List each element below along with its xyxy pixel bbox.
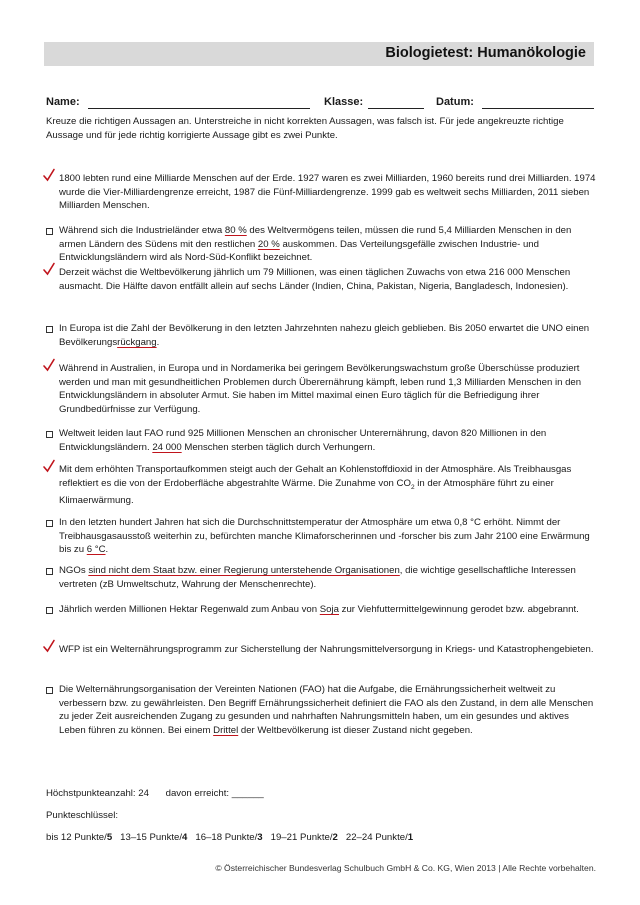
statement-text-part: Die Welternährungsorganisation der Vereinten Nationen (FAO) hat die Aufgabe, die Ernährungssicherheit weltweit zu verbessern bzw. zu gewährleisten. Den Begriff Ernährungssicherheit definiert die FAO als den Zustand, in dem alle Menschen zu jeder Zeit ausreichenden Zugang zu gesunden und nahrhaften Nahrungsmitteln haben, um ein gesundes und aktives Leben führen zu können. Bei einem	[59, 684, 594, 736]
checkbox-square[interactable]	[46, 607, 53, 614]
title-bar	[44, 42, 594, 66]
statement-text-part: Jährlich werden Millionen Hektar Regenwald zum Anbau von	[59, 604, 320, 615]
statement-checkbox[interactable]	[46, 322, 56, 338]
checkbox-square[interactable]	[46, 326, 53, 333]
statement-text-part: .	[156, 336, 160, 348]
name-field[interactable]	[88, 108, 310, 109]
checkmark-icon	[42, 639, 56, 653]
statement-text-part: NGOs	[59, 565, 89, 576]
statement-checkbox[interactable]	[46, 516, 56, 532]
date-label: Datum:	[436, 96, 474, 108]
statement-text-part: Weltweit leiden laut FAO rund 925 Millionen Menschen an chronischer Unterernährung, davon 820 Millionen in den Entwicklungsländern.	[59, 428, 547, 453]
statement-text-part: des Weltvermögens teilen, müssen die rund 5,4 Milliarden Menschen in den armen Ländern des Südens mit den restlichen	[59, 225, 572, 250]
checkmark-icon	[42, 459, 56, 473]
copyright-notice: © Österreichischer Bundesverlag Schulbuch GmbH & Co. KG, Wien 2013 | Alle Rechte vorbehalten.	[215, 863, 596, 873]
correction-underline: sind nicht dem Staat bzw. einer Regierung unterstehende Organisationen	[88, 565, 400, 576]
checkbox-square[interactable]	[46, 687, 53, 694]
grading-key-range: 16–18 Punkte/	[195, 832, 258, 843]
checkmark-icon	[42, 262, 56, 276]
statement-text-part: .	[105, 544, 109, 555]
max-points-label: Höchstpunkteanzahl: 24	[46, 788, 149, 799]
grading-key-grade: 1	[407, 832, 414, 843]
grading-key-range: 19–21 Punkte/	[270, 832, 333, 843]
statement-text-part: Während in Australien, in Europa und in Nordamerika bei geringem Bevölkerungswachstum große Überschüsse produziert werden und man mit gesundheitlichen Problemen durch Überernährung kämpft, leben rund 1,3 Milliarden Menschen in den Entwicklungsländern in absoluter Armut. Sie haben im Mittel maximal einen Euro täglich für die Befriedigung ihrer Grundbedürfnisse zur Verfügung.	[59, 363, 582, 415]
correction-underline: 20 %	[257, 238, 280, 250]
statement-text	[59, 643, 596, 657]
statement-text-part: , die wichtige gesellschaftliche Interessen vertreten (zB Umweltschutz, Wahrung der Menschenrechte).	[59, 565, 576, 590]
statement-text	[59, 362, 596, 416]
statement-checkbox[interactable]	[46, 643, 56, 659]
statement-text-part: 1800 lebten rund eine Milliarde Menschen auf der Erde. 1927 waren es zwei Milliarden, 1960 bereits rund drei Milliarden. 1974 wurde die Vier-Milliardengrenze erreicht, 1987 die Fünf-Milliardengrenze. 1999 gab es weltweit sechs Milliarden, 2011 sieben Milliarden Menschen.	[59, 173, 596, 211]
statement-checkbox[interactable]	[46, 172, 56, 188]
statement-text	[59, 172, 596, 213]
statement-text-part: zur Viehfuttermittelgewinnung gerodet bzw. abgebrannt.	[338, 604, 579, 615]
statement-text-part: In Europa ist die Zahl der Bevölkerung in den letzten Jahrzehnten nahezu gleich geblieben. Bis 2050 erwartet die UNO einen Bevölkerungs	[59, 323, 590, 348]
statement-checkbox[interactable]	[46, 603, 56, 619]
correction-underline: 24 000	[152, 441, 182, 453]
statement-text-part: In den letzten hundert Jahren hat sich die Durchschnittstemperatur der Atmosphäre um etwa 0,8 °C erhöht. Nimmt der Treibhausgasausstoß weiterhin zu, befürchten manche Klimaforscherinnen und -forscher bis zum Jahr 2100 eine Erwärmung bis zu	[59, 517, 590, 555]
statement-text	[59, 266, 596, 293]
statement-text-part: Mit dem erhöhten Transportaufkommen steigt auch der Gehalt an Kohlenstoffdioxid in der Atmosphäre. Als Treibhausgas reflektiert es die von der Erdoberfläche abgestrahlte Wärme. Die Zunahme von CO	[59, 464, 572, 489]
correction-underline: rückgang	[117, 336, 157, 348]
checkbox-square[interactable]	[46, 568, 53, 575]
grading-key-grade: 3	[257, 832, 263, 843]
grading-key-label: Punkteschlüssel:	[46, 810, 118, 821]
grading-key	[46, 832, 421, 843]
statement-text-part: in der Atmosphäre führt zu einer Klimaerwärmung.	[59, 477, 554, 506]
correction-underline: Drittel	[213, 724, 239, 736]
correction-underline: 80 %	[224, 225, 247, 236]
points-reached-label[interactable]: davon erreicht: ______	[165, 788, 264, 799]
grading-key-entry	[271, 832, 338, 843]
statement-text-part: der Weltbevölkerung ist dieser Zustand nicht gegeben.	[238, 724, 473, 736]
checkbox-square[interactable]	[46, 228, 53, 235]
checkbox-square[interactable]	[46, 431, 53, 438]
correction-underline: Soja	[319, 604, 339, 615]
class-label: Klasse:	[324, 96, 364, 108]
student-info-row	[46, 96, 594, 112]
instructions: Kreuze die richtigen Aussagen an. Unterstreiche in nicht korrekten Aussagen, was falsch ist. Für jede angekreuzte richtige Aussage und für jede richtig korrigierte Aussage gibt es zwei Punkte.	[46, 116, 564, 141]
statement-checkbox[interactable]	[46, 564, 56, 580]
statement-text	[59, 516, 596, 557]
statement-text-part: Während sich die Industrieländer etwa	[59, 225, 225, 236]
grading-key-entry	[195, 832, 262, 843]
class-field[interactable]	[368, 108, 424, 109]
statement-checkbox[interactable]	[46, 683, 56, 699]
statement-checkbox[interactable]	[46, 463, 56, 479]
statement-text	[59, 564, 596, 591]
checkmark-icon	[42, 168, 56, 182]
grading-key-range: 22–24 Punkte/	[345, 832, 408, 843]
grading-key-grade: 2	[332, 832, 338, 843]
grading-key-entry	[120, 832, 187, 843]
grading-key-entry	[46, 832, 112, 843]
statement-checkbox[interactable]	[46, 224, 56, 240]
statement-text-part: auskommen. Das Verteilungsgefälle zwischen Industrie- und Entwicklungsländern wird als Nord-Süd-Konflikt bezeichnet.	[59, 238, 539, 263]
score-line	[46, 788, 264, 799]
grading-key-grade: 4	[182, 832, 188, 843]
statement-text	[59, 463, 596, 507]
statement-text	[59, 427, 596, 454]
statement-text-part: 2	[410, 483, 415, 491]
grading-key-grade: 5	[106, 832, 113, 843]
statement-checkbox[interactable]	[46, 266, 56, 282]
grading-key-entry	[346, 832, 413, 843]
grading-key-range: 13–15 Punkte/	[120, 832, 183, 843]
grading-key-range: bis 12 Punkte/	[46, 832, 107, 843]
statement-text-part: Derzeit wächst die Weltbevölkerung jährlich um 79 Millionen, was einen täglichen Zuwachs von etwa 216 000 Menschen ausmacht. Die Hälfte davon entfällt allein auf sechs Länder (Indien, China, Pakistan, Nigeria, Bangladesch, Indonesien).	[59, 267, 571, 292]
checkbox-square[interactable]	[46, 520, 53, 527]
statement-checkbox[interactable]	[46, 362, 56, 378]
statement-text	[59, 603, 596, 617]
statement-text	[59, 224, 596, 265]
correction-underline: 6 °C	[86, 544, 106, 555]
statement-text	[59, 683, 596, 737]
statement-text-part: Menschen sterben täglich durch Verhungern.	[181, 441, 376, 453]
name-label: Name:	[46, 96, 80, 108]
checkmark-icon	[42, 358, 56, 372]
page-title: Biologietest: Humanökologie	[385, 45, 586, 61]
statement-text	[59, 322, 596, 349]
date-field[interactable]	[482, 108, 594, 109]
statement-checkbox[interactable]	[46, 427, 56, 443]
statement-text-part: WFP ist ein Welternährungsprogramm zur Sicherstellung der Nahrungsmittelversorgung in Kriegs- und Katastrophengebieten.	[59, 644, 594, 655]
